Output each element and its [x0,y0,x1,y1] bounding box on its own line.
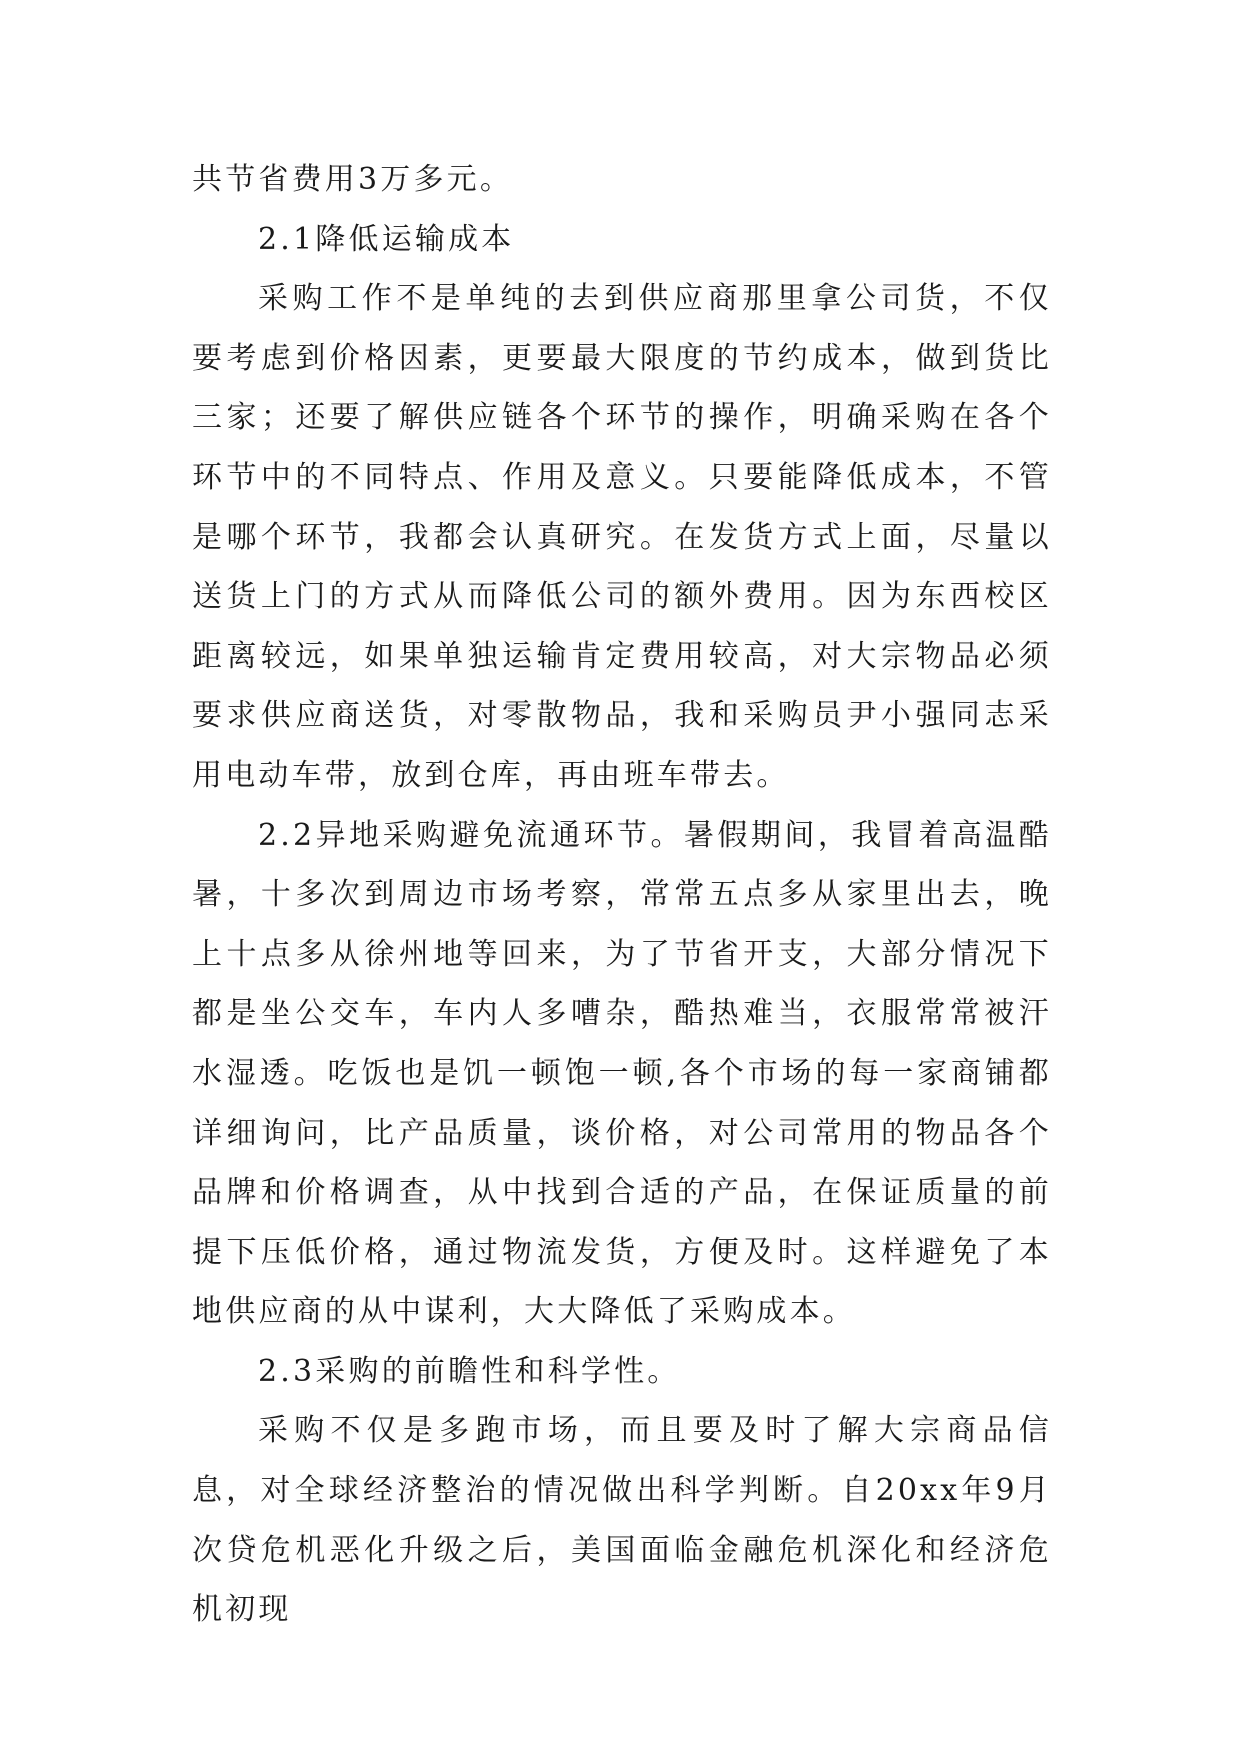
section-heading-2-1: 2.1降低运输成本 [258,221,515,257]
paragraph-remote-purchasing: 2.2异地采购避免流通环节。暑假期间，我冒着高温酷暑，十多次到周边市场考察，常常五点多从家里出去，晚上十点多从徐州地等回来，为了节省开支，大部分情况下都是坐公交车，车内人多嘈杂，酷热难当，衣服常常被汗水湿透。吃饭也是饥一顿饱一顿,各个市场的每一家商铺都详细询问，比产品质量，谈价格，对公司常用的物品各个品牌和价格调查，从中找到合适的产品，在保证质量的前提下压低价格，通过物流发货，方便及时。这样避免了本地供应商的从中谋利，大大降低了采购成本。 [192,817,1052,1330]
paragraph-forward-looking: 采购不仅是多跑市场，而且要及时了解大宗商品信息，对全球经济整治的情况做出科学判断。自20xx年9月次贷危机恶化升级之后，美国面临金融危机深化和经济危机初现 [192,1413,1052,1628]
section-heading-2-3: 2.3采购的前瞻性和科学性。 [258,1353,681,1389]
document-body [192,150,1052,1640]
paragraph-transport-cost: 采购工作不是单纯的去到供应商那里拿公司货，不仅要考虑到价格因素，更要最大限度的节约成本，做到货比三家；还要了解供应链各个环节的操作，明确采购在各个环节中的不同特点、作用及意义。只要能降低成本，不管是哪个环节，我都会认真研究。在发货方式上面，尽量以送货上门的方式从而降低公司的额外费用。因为东西校区距离较远，如果单独运输肯定费用较高，对大宗物品必须要求供应商送货，对零散物品，我和采购员尹小强同志采用电动车带，放到仓库，再由班车带去。 [192,281,1052,793]
paragraph-continuation: 共节省费用3万多元。 [192,162,514,197]
